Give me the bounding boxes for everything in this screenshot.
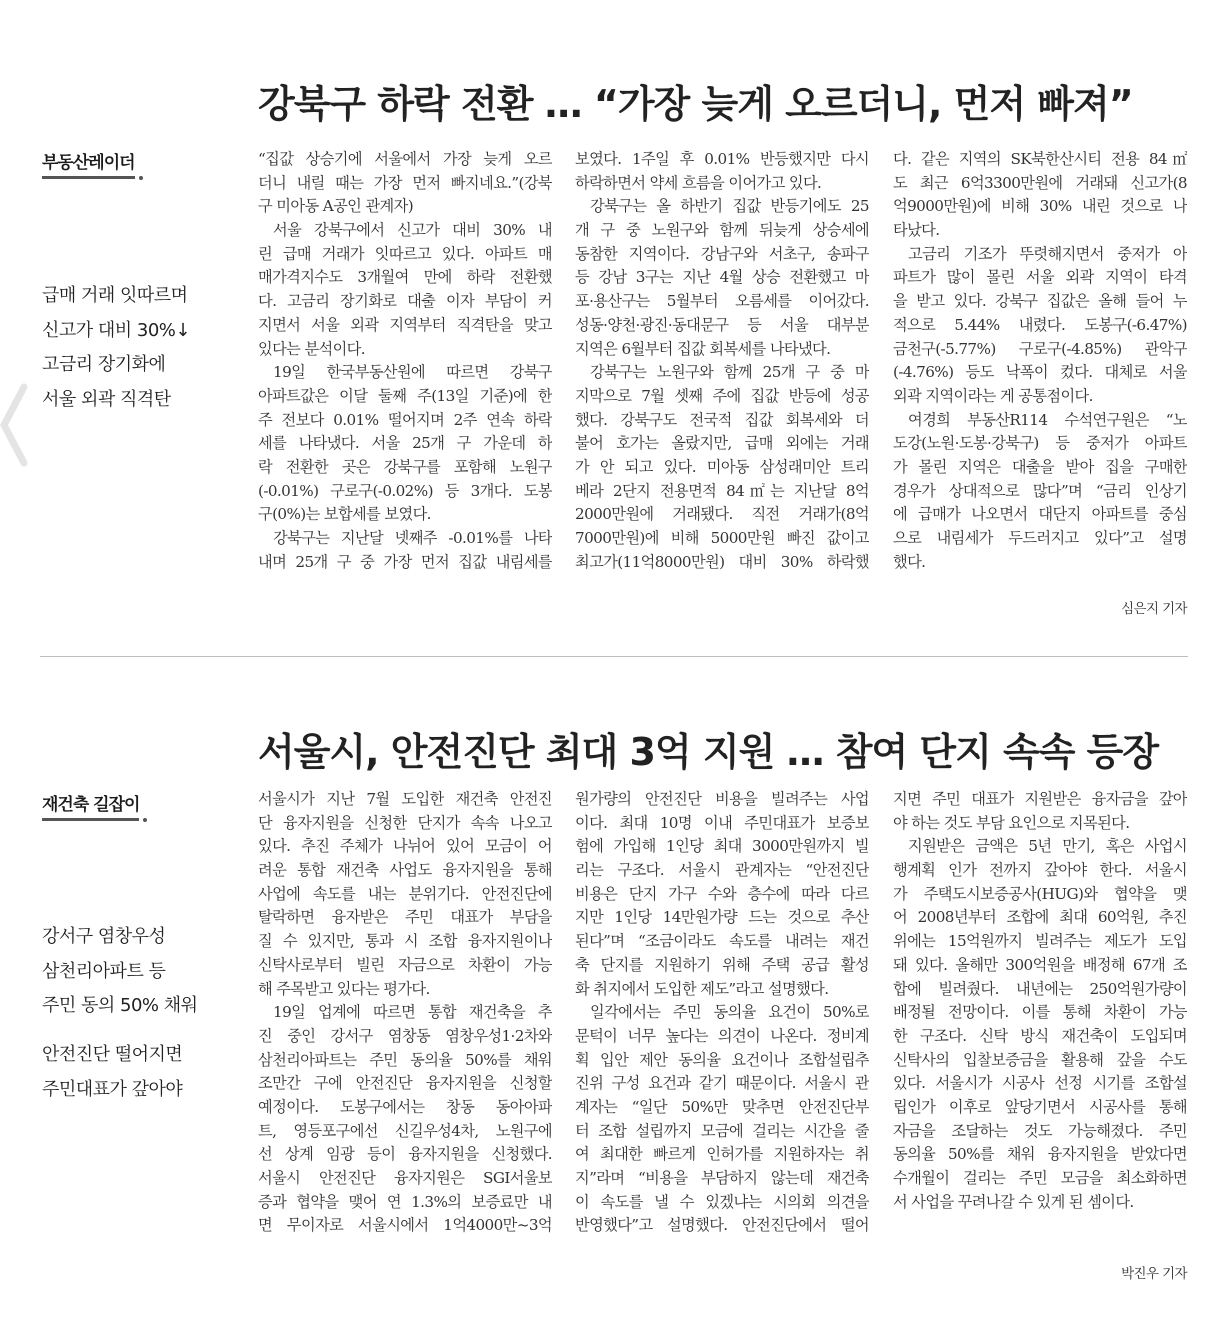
text-line: 아파트값은 이달 둘째 주(13일 기준)에 한 <box>258 386 552 405</box>
text-line: 있다. 서울시가 시공사 선정 시기를 조합설 <box>893 1074 1187 1093</box>
text-line: 질 수 있지만, 통과 시 조합 융자지원이나 <box>258 932 552 951</box>
text-line: 락 전환한 곳은 강북구를 포함해 노원구 <box>258 457 552 476</box>
subhead-line: 신고가 대비 30%↓ <box>42 319 190 341</box>
text-line: 있다. 추진 주체가 나뉘어 있어 모금이 어 <box>258 837 552 856</box>
text-line: 선 상계 임광 등이 융자지원을 신청했다. <box>258 1145 552 1164</box>
text-line: 지면서 서울 외곽 지역부터 직격탄을 맞고 <box>258 315 552 334</box>
text-line: 행계획 인가 전까지 갚아야 한다. 서울시 <box>893 861 1187 880</box>
article-2-column-3 <box>893 788 1187 1211</box>
section-label-text: 재건축 길잡이 <box>42 795 140 815</box>
article-divider <box>40 656 1188 657</box>
text-line: 등 강남 3구는 지난 4월 상승 전환했고 마 <box>575 268 869 287</box>
text-line: 위에는 15억원까지 빌려주는 제도가 도입 <box>893 932 1187 951</box>
article-2-headline: 서울시, 안전진단 최대 3억 지원 … 참여 단지 속속 등장 <box>258 730 1159 775</box>
text-line: 단 융자지원을 신청한 단지가 속속 나오고 <box>258 813 552 832</box>
text-line: 억9000만원)에 비해 30% 내린 것으로 나 <box>893 197 1187 216</box>
text-line: 세를 나타냈다. 서울 25개 구 가운데 하 <box>258 434 552 453</box>
text-line: 다. 고금리 장기화로 대출 이자 부담이 커 <box>258 292 552 311</box>
previous-page-arrow-icon[interactable] <box>0 375 40 475</box>
text-line: 진 중인 강서구 염창동 염창우성1·2차와 <box>258 1026 552 1045</box>
text-line: 한 구조다. 신탁 방식 재건축이 도입되며 <box>893 1026 1187 1045</box>
text-line: 경우가 상대적으로 많다”며 “금리 인상기 <box>893 481 1187 500</box>
text-line: 있다는 분석이다. <box>258 339 365 358</box>
text-line: 터 조합 설립까지 모금에 걸리는 시간을 줄 <box>575 1121 869 1140</box>
text-line: 증과 협약을 맺어 연 1.3%의 보증료만 내 <box>258 1192 552 1211</box>
text-line: 7000만원)에 비해 5000만원 빠진 값이고 <box>575 529 869 547</box>
text-line: “집값 상승기에 서울에서 가장 늦게 오르 <box>258 150 552 168</box>
text-line: 가 안 되고 있다. 미아동 삼성래미안 트리 <box>575 457 869 476</box>
text-line: 베라 2단지 전용면적 84㎡는 지난달 8억 <box>575 481 869 500</box>
text-line: 어 2008년부터 조합에 최대 60억원, 추진 <box>893 908 1187 927</box>
text-line: 서울시가 지난 7월 도입한 재건축 안전진 <box>258 790 552 808</box>
text-line: 포·용산구는 5월부터 오름세를 이어갔다. <box>575 292 869 311</box>
text-line: 해 주목받고 있다는 평가다. <box>258 979 430 998</box>
subhead-line: 강서구 염창우성 <box>42 926 166 947</box>
subhead-line: 삼천리아파트 등 <box>42 960 166 982</box>
text-line: 트, 영등포구에선 신길우성4차, 노원구에 <box>258 1121 552 1140</box>
text-line: 에 급매가 나오면서 대단지 아파트를 중심 <box>893 505 1187 524</box>
article-1-subheads <box>42 279 190 417</box>
article-1-byline: 심은지 기자 <box>1121 601 1187 618</box>
label-dot <box>143 818 147 822</box>
text-line: 강북구는 노원구와 함께 25개 구 중 마 <box>590 363 869 382</box>
text-line: 화 취지에서 도입한 제도”라고 설명했다. <box>575 979 829 998</box>
text-line: 가 몰린 지역은 대출을 받아 집을 구매한 <box>893 457 1187 476</box>
text-line: 다. 같은 지역의 SK북한산시티 전용 84㎡ <box>893 150 1187 168</box>
text-line: 동의율 50%를 채워 융자지원을 받았다면 <box>893 1145 1187 1164</box>
text-line: 지”라며 “비용을 부담하지 않는데 재건축 <box>575 1169 869 1187</box>
text-line: 최고가(11억8000만원) 대비 30% 하락했 <box>575 552 869 571</box>
text-line: 금천구(-5.77%) 구로구(-4.85%) 관악구 <box>893 339 1187 358</box>
article-2-column-1 <box>258 788 552 1238</box>
label-dot <box>139 176 143 180</box>
text-line: 배정될 전망이다. 이를 통해 차환이 가능 <box>893 1003 1187 1022</box>
text-line: 개 구 중 노원구와 함께 뒤늦게 상승세에 <box>575 221 869 240</box>
text-line: 더니 내릴 때는 가장 먼저 빠지네요.”(강북 <box>258 173 552 192</box>
text-line: 린 급매 거래가 잇따르고 있다. 아파트 매 <box>258 244 552 263</box>
text-line: 서울 강북구에서 신고가 대비 30% 내 <box>273 221 552 240</box>
text-line: 탈락하면 융자받은 주민 대표가 부담을 <box>258 908 552 927</box>
text-line: 가 주택도시보증공사(HUG)와 협약을 맺 <box>893 884 1187 903</box>
text-line: 했다. 강북구도 전국적 집값 회복세와 더 <box>575 410 869 429</box>
text-line: 내며 25개 구 중 가장 먼저 집값 내림세를 <box>258 552 552 571</box>
text-line: 강북구는 올 하반기 집값 반등기에도 25 <box>590 197 869 216</box>
text-line: 여 최대한 빠르게 인허가를 지원하자는 취 <box>575 1145 869 1164</box>
text-line: 지막으로 7월 셋째 주에 집값 반등에 성공 <box>575 386 869 405</box>
text-line: 여경희 부동산R114 수석연구원은 “노 <box>908 410 1187 429</box>
text-line: 신탁사의 입찰보증금을 활용해 갚을 수도 <box>893 1050 1187 1069</box>
text-line: 반영했다”고 설명했다. 안전진단에서 떨어 <box>575 1216 869 1235</box>
text-line: 예정이다. 도봉구에서는 창동 동아아파 <box>258 1097 552 1116</box>
text-line: 조만간 구에 안전진단 융자지원을 신청할 <box>258 1074 552 1093</box>
text-line: 2000만원에 거래됐다. 직전 거래가(8억 <box>575 505 869 524</box>
article-1-column-1 <box>258 148 552 574</box>
text-line: 계자는 “일단 50%만 맞추면 안전진단부 <box>575 1097 869 1116</box>
text-line: 서울시 안전진단 융자지원은 SGI서울보 <box>258 1169 552 1187</box>
subhead-line: 안전진단 떨어지면 <box>42 1044 183 1065</box>
text-line: 신탁사로부터 빌린 자금으로 차환이 가능 <box>258 955 552 974</box>
text-line: 구(0%)는 보합세를 보였다. <box>258 505 431 524</box>
text-line: 지면 주민 대표가 지원받은 융자금을 갚아 <box>893 790 1187 808</box>
article-1-column-3 <box>893 148 1187 622</box>
article-2-byline-wrap <box>893 1190 1187 1282</box>
article-1-column-2 <box>575 148 869 574</box>
text-line: 주 전보다 0.01% 떨어지며 2주 연속 하락 <box>258 410 552 429</box>
text-line: 험에 가입해 1인당 최대 3000만원까지 빌 <box>575 837 869 856</box>
text-line: 하락하면서 약세 흐름을 이어가고 있다. <box>575 173 822 192</box>
article-1-section-label <box>42 148 135 179</box>
text-line: (-0.01%) 구로구(-0.02%) 등 3개다. 도봉 <box>258 481 552 500</box>
text-line: 이다. 최대 10명 이내 주민대표가 보증보 <box>575 813 869 832</box>
text-line: 돼 있다. 올해만 300억원을 배정해 67개 조 <box>893 955 1187 974</box>
article-2-subheads-a <box>42 920 198 1024</box>
text-line: 사업에 속도를 내는 분위기다. 안전진단에 <box>258 884 552 903</box>
text-line: 면 무이자로 서울시에서 1억4000만~3억 <box>258 1216 552 1235</box>
text-line: 획 입안 제안 동의율 요건이나 조합설립추 <box>575 1050 869 1069</box>
text-line: 서 사업을 꾸려나갈 수 있게 된 셈이다. <box>893 1192 1134 1211</box>
text-line: 이 속도를 낼 수 있겠냐는 시의회 의견을 <box>575 1192 869 1211</box>
text-line: 지원받은 금액은 5년 만기, 혹은 사업시 <box>908 837 1187 856</box>
text-line: 립인가 이후로 앞당기면서 시공사를 통해 <box>893 1097 1187 1116</box>
text-line: 강북구는 지난달 넷째주 -0.01%를 나타 <box>273 529 552 547</box>
text-line: 야 하는 것도 부담 요인으로 지목된다. <box>893 813 1130 832</box>
text-line: 으로 내림세가 두드러지고 있다”고 설명 <box>893 529 1187 547</box>
subhead-line: 고금리 장기화에 <box>42 354 166 375</box>
text-line: 리는 구조다. 서울시 관계자는 “안전진단 <box>575 861 869 880</box>
article-2-subheads-b <box>42 1038 182 1107</box>
section-label-text: 부동산레이더 <box>42 153 135 173</box>
text-line: 삼천리아파트는 주민 동의율 50%를 채워 <box>258 1050 552 1069</box>
text-line: 19일 업계에 따르면 통합 재건축을 추 <box>273 1003 552 1022</box>
text-line: 수개월이 걸리는 주민 모금을 최소화하면 <box>893 1169 1187 1187</box>
text-line: 을 받고 있다. 강북구 집값은 올해 들어 누 <box>893 292 1187 311</box>
text-line: 원가량의 안전진단 비용을 빌려주는 사업 <box>575 790 869 808</box>
text-line: 축 단지를 지원하기 위해 주택 공급 활성 <box>575 955 869 974</box>
subhead-line: 주민 동의 50% 채워 <box>42 995 198 1016</box>
text-line: 려운 통합 재건축 사업도 융자지원을 통해 <box>258 861 552 880</box>
text-line: 보였다. 1주일 후 0.01% 반등했지만 다시 <box>575 150 869 168</box>
text-line: 했다. <box>893 552 926 571</box>
text-line: 외곽 지역이라는 게 공통점이다. <box>893 386 1093 405</box>
text-line: 성동·양천·광진·동대문구 등 서울 대부분 <box>575 315 869 334</box>
subhead-line: 주민대표가 갚아야 <box>42 1078 183 1100</box>
text-line: 적으로 5.44% 내렸다. 도봉구(-6.47%) <box>893 315 1187 334</box>
article-2-section-label <box>42 790 139 821</box>
text-line: (-4.76%) 등도 낙폭이 컸다. 대체로 서울 <box>893 363 1187 382</box>
text-line: 도강(노원·도봉·강북구) 등 중저가 아파트 <box>893 434 1187 453</box>
text-line: 동참한 지역이다. 강남구와 서초구, 송파구 <box>575 244 869 263</box>
article-2-column-2 <box>575 788 869 1238</box>
text-line: 지만 1인당 14만원가량 드는 것으로 추산 <box>575 908 869 927</box>
text-line: 일각에서는 주민 동의율 요건이 50%로 <box>590 1003 869 1022</box>
subhead-line: 서울 외곽 직격탄 <box>42 388 171 410</box>
text-line: 지역은 6월부터 집값 회복세를 나타냈다. <box>575 339 831 358</box>
text-line: 타났다. <box>893 221 940 240</box>
article-2-byline: 박진우 기자 <box>1121 1266 1187 1282</box>
subhead-line: 급매 거래 잇따르며 <box>42 285 188 306</box>
text-line: 불어 호가는 올랐지만, 급매 외에는 거래 <box>575 434 869 453</box>
text-line: 자금을 조달하는 것도 가능해졌다. 주민 <box>893 1121 1187 1140</box>
text-line: 된다”며 “조금이라도 속도를 내려는 재건 <box>575 932 869 951</box>
text-line: 진위 구성 요건과 같기 때문이다. 서울시 관 <box>575 1074 869 1093</box>
text-line: 합에 빌려줬다. 내년에는 250억원가량이 <box>893 979 1187 998</box>
text-line: 도 최근 6억3300만원에 거래돼 신고가(8 <box>893 173 1187 192</box>
text-line: 비용은 단지 가구 수와 층수에 따라 다르 <box>575 884 869 903</box>
text-line: 구 미아동 A공인 관계자) <box>258 197 414 216</box>
article-1-headline: 강북구 하락 전환 … “가장 늦게 오르더니, 먼저 빠져” <box>258 82 1133 127</box>
text-line: 고금리 기조가 뚜렷해지면서 중저가 아 <box>908 244 1187 263</box>
text-line: 매가격지수도 3개월여 만에 하락 전환했 <box>258 268 552 287</box>
text-line: 파트가 많이 몰린 서울 외곽 지역이 타격 <box>893 268 1187 287</box>
text-line: 문턱이 너무 높다는 의견이 나온다. 정비계 <box>575 1026 869 1045</box>
text-line: 19일 한국부동산원에 따르면 강북구 <box>273 363 552 382</box>
